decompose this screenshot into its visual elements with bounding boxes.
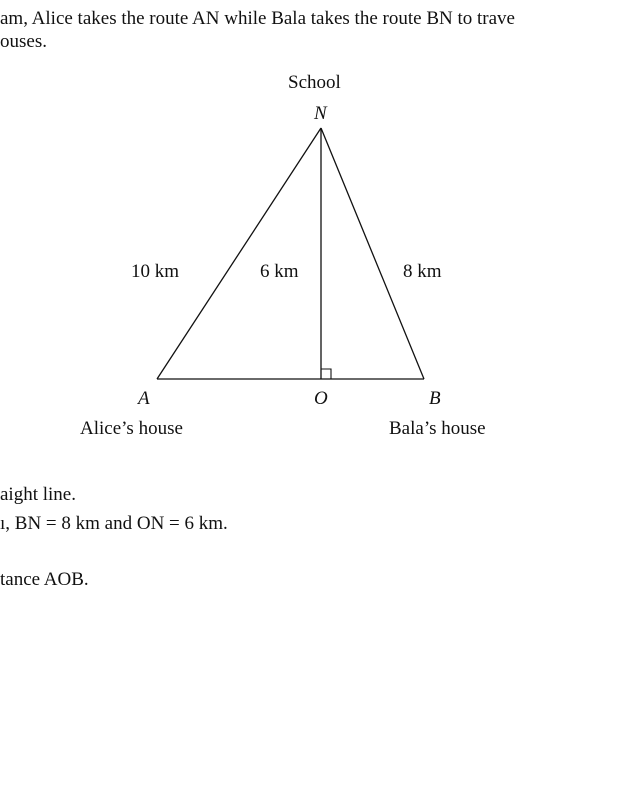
bala-house-label: Bala’s house — [389, 418, 486, 439]
point-label-o: O — [314, 388, 328, 409]
school-label: School — [288, 72, 341, 93]
point-label-n: N — [314, 103, 327, 124]
alice-house-label: Alice’s house — [80, 418, 183, 439]
length-label-an: 10 km — [131, 261, 180, 282]
side-an — [157, 128, 321, 379]
point-label-b: B — [429, 388, 441, 409]
right-angle-marker — [321, 369, 331, 379]
point-label-a: A — [138, 388, 150, 409]
length-label-on: 6 km — [260, 261, 299, 282]
length-label-bn: 8 km — [403, 261, 442, 282]
side-bn — [321, 128, 424, 379]
problem-text-line-4: ı, BN = 8 km and ON = 6 km. — [0, 513, 228, 534]
problem-text-line-3: aight line. — [0, 484, 76, 505]
problem-text-line-1: am, Alice takes the route AN while Bala takes the route BN to trave — [0, 8, 515, 29]
problem-text-line-2: ouses. — [0, 31, 47, 52]
problem-text-line-5: tance AOB. — [0, 569, 89, 590]
